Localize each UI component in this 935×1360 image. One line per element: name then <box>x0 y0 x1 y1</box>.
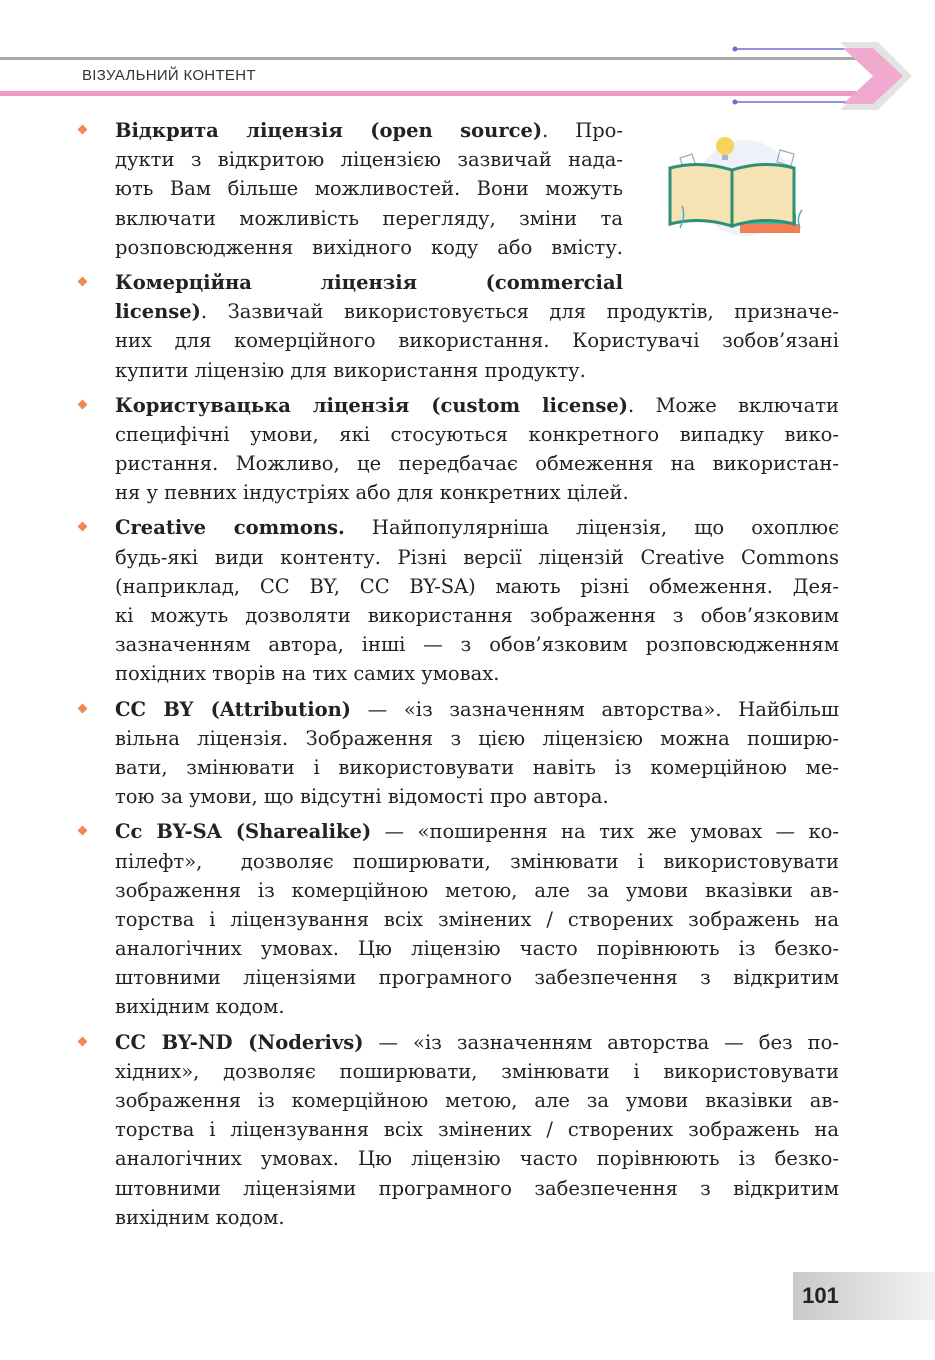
list-item-cc-by-nd <box>115 1028 839 1232</box>
text-line: CC BY (Attribution) — «із зазначенням авторства». Найбільш <box>115 697 839 721</box>
bullet-icon <box>78 1036 88 1046</box>
text-line: тою за умови, що відсутні відомості про автора. <box>115 785 609 809</box>
bullet-icon <box>78 826 88 836</box>
text-line: специфічні умови, які стосуються конкретного випадку вико- <box>115 422 839 446</box>
text-line: дукти з відкритою ліцензією зазвичай нада- <box>115 148 623 172</box>
list-item-creative-commons <box>115 513 839 688</box>
text-line: аналогічних умовах. Цю ліцензію часто порівнюють із безко- <box>115 937 839 961</box>
text-line: ристання. Можливо, це передбачає обмеження на використан- <box>115 452 839 476</box>
page-number-box <box>793 1272 935 1320</box>
text-line: вати, змінювати і використовувати навіть із комерційною ме- <box>115 755 839 779</box>
text-line: вихідним кодом. <box>115 995 285 1019</box>
list-item-cc-by <box>115 695 839 812</box>
text-line: CC BY-ND (Noderivs) — «із зазначенням авторства — без по- <box>115 1030 839 1054</box>
text-line: торства і ліцензування всіх змінених / створених зображень на <box>115 1118 839 1142</box>
text-line: license). Зазвичай використовується для продуктів, призначе- <box>115 300 839 324</box>
section-header-title: ВІЗУАЛЬНИЙ КОНТЕНТ <box>82 67 256 84</box>
text-line: розповсюдження вихідного коду або вмісту. <box>115 235 623 259</box>
text-line: пілефт», дозволяє поширювати, змінювати і використовувати <box>115 849 839 873</box>
term-cc-by-nd: CC BY-ND (Noderivs) <box>115 1030 364 1054</box>
bullet-icon <box>78 522 88 532</box>
bullet-icon <box>78 276 88 286</box>
list-item-cc-by-sa <box>115 817 839 1021</box>
text-line: Creative commons. Найпопулярніша ліцензія, що охоплює <box>115 516 840 540</box>
term-commercial: Комерційна ліцензія (commercial <box>115 270 623 294</box>
text-line: вільна ліцензія. Зображення з цією ліцензією можна поширю- <box>115 726 839 750</box>
text-line: штовними ліцензіями програмного забезпечення з відкритим <box>115 1176 839 1200</box>
text-line: зображення із комерційною метою, але за умови вказівки ав- <box>115 878 839 902</box>
text-line: хідних», дозволяє поширювати, змінювати і використовувати <box>115 1059 839 1083</box>
bullet-icon <box>78 703 88 713</box>
bullet-icon <box>78 399 88 409</box>
text-line: аналогічних умовах. Цю ліцензію часто порівнюють із безко- <box>115 1147 839 1171</box>
text-line: включати можливість перегляду, зміни та <box>115 206 623 230</box>
text-line: ють Вам більше можливостей. Вони можуть <box>115 177 623 201</box>
text-line <box>115 268 623 297</box>
text-line: зазначенням автора, інші — з обов’язковим розповсюдженням <box>115 633 839 657</box>
text-line: кі можуть дозволяти використання зображення з обов’язковим <box>115 604 839 627</box>
text-line: торства і ліцензування всіх змінених / створених зображень на <box>115 907 839 931</box>
bullet-icon <box>78 125 88 135</box>
text-line: купити ліцензію для використання продукту. <box>115 358 586 382</box>
term-open-source: Відкрита ліцензія (open source) <box>115 119 543 142</box>
text-line: вихідним кодом. <box>115 1205 285 1229</box>
text-line: Відкрита ліцензія (open source). Про- <box>115 119 624 142</box>
text-line: зображення із комерційною метою, але за умови вказівки ав- <box>115 1089 839 1112</box>
text-line: (наприклад, CC BY, CC BY-SA) мають різні обмеження. Дея- <box>115 574 839 598</box>
text-line: Cc BY-SA (Sharealike) — «поширення на тих же умовах — ко- <box>115 820 839 844</box>
term-creative-commons: Creative commons. <box>115 516 345 540</box>
text-line: будь-які види контенту. Різні версії ліцензій Creative Commons <box>115 545 839 569</box>
list-item-open-source <box>115 116 839 262</box>
text-line: штовними ліцензіями програмного забезпечення з відкритим <box>115 966 839 990</box>
text-line: похідних творів на тих самих умовах. <box>115 662 500 686</box>
list-item-commercial <box>115 268 839 385</box>
text-line: Користувацька ліцензія (custom license). Може включати <box>115 393 839 417</box>
term-cc-by: CC BY (Attribution) <box>115 697 352 721</box>
text-line: них для комерційного використання. Користувачі зобов’язані <box>115 329 839 353</box>
term-custom: Користувацька ліцензія (custom license) <box>115 393 629 417</box>
term-cc-by-sa: Cc BY-SA (Sharealike) <box>115 820 372 844</box>
text-line: ня у певних індустріях або для конкретних цілей. <box>115 481 629 505</box>
list-item-custom <box>115 391 839 508</box>
page-number: 101 <box>802 1283 839 1308</box>
